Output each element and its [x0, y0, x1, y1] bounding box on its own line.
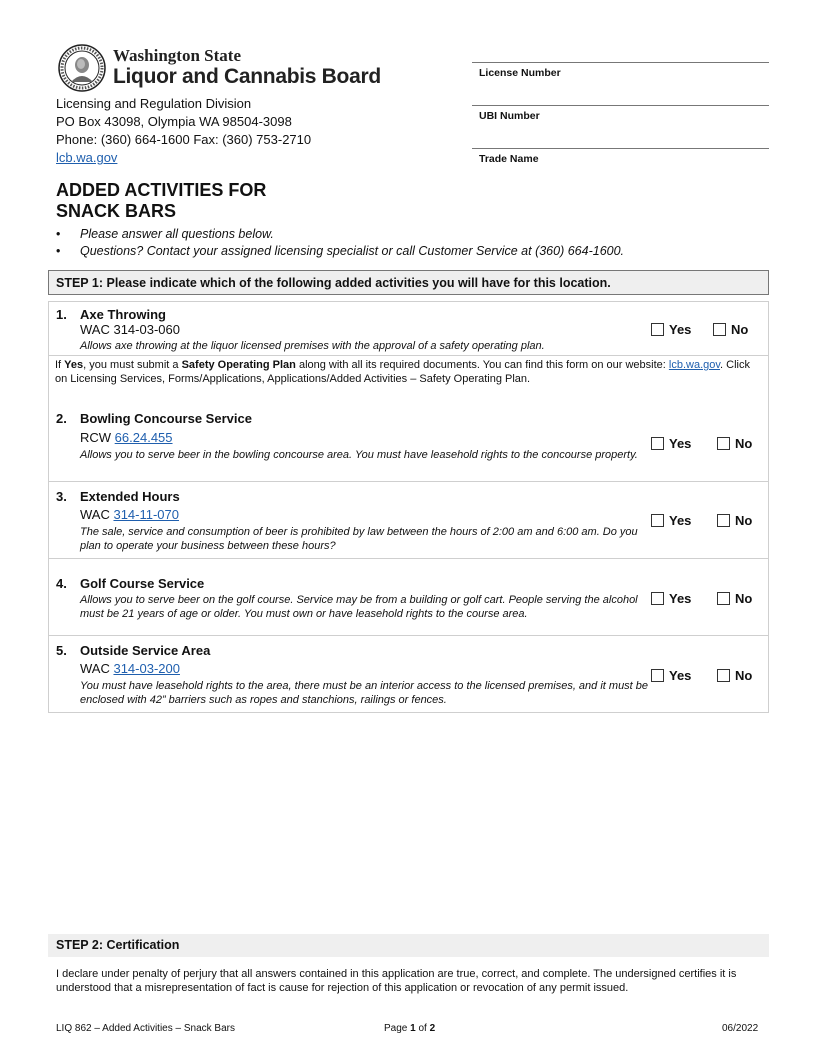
no-label: No — [735, 513, 753, 528]
yes-checkbox[interactable] — [651, 592, 664, 605]
yes-option[interactable] — [651, 513, 691, 528]
reference-prefix: WAC — [80, 507, 114, 522]
wac-link[interactable]: 314-03-200 — [113, 661, 180, 676]
yes-checkbox[interactable] — [651, 323, 664, 336]
question-number: 3. — [56, 489, 67, 504]
reference-prefix: RCW — [80, 430, 115, 445]
axe-throwing-note — [55, 358, 755, 386]
form-title-line2: SNACK BARS — [56, 201, 177, 221]
form-title-line1: ADDED ACTIVITIES FOR — [56, 180, 267, 200]
phone-fax: Phone: (360) 664-1600 Fax: (360) 753-2710 — [56, 132, 312, 147]
question-reference: WAC 314-03-060 — [80, 322, 180, 337]
question-description: Allows axe throwing at the liquor licensed premises with the approval of a safety operating plan. — [80, 340, 545, 352]
certification-declaration: I declare under penalty of perjury that all answers contained in this application are true, correct, and complete. The undersigned certifies it is understood that a misrepresentation of fact is cause for rejection of this application or revocation of any permit issued. — [56, 968, 737, 994]
yes-label: Yes — [669, 322, 692, 337]
no-option[interactable] — [717, 513, 752, 528]
question-description: Allows you to serve beer in the bowling concourse area. You must have leasehold rights to the concourse property. — [80, 449, 638, 461]
question-title: Outside Service Area — [80, 643, 211, 658]
page-current: 1 — [410, 1023, 416, 1034]
no-option[interactable] — [717, 436, 752, 451]
row-divider — [49, 355, 768, 356]
question-description: The sale, service and consumption of beer is prohibited by law between the hours of 2:00 am and 6:00 am. Do you plan to operate your business between these hours? — [80, 526, 638, 552]
yes-checkbox[interactable] — [651, 437, 664, 450]
footer-date: 06/2022 — [722, 1023, 759, 1034]
note-text: . Click on Licensing Services, Forms/Applications, Applications/Added Activities – Safety Operating Plan. — [55, 359, 750, 385]
no-label: No — [735, 436, 753, 451]
question-title: Bowling Concourse Service — [80, 411, 252, 426]
question-description: You must have leasehold rights to the area, there must be an interior access to the licensed premises, and it must be enclosed with 42” barriers such as ropes and stanchions, railings or fences. — [80, 680, 649, 706]
instruction-item: • Please answer all questions below. — [56, 226, 624, 243]
no-option[interactable] — [717, 591, 752, 606]
note-text: If — [55, 359, 65, 371]
question-reference — [80, 430, 173, 445]
note-website-link[interactable]: lcb.wa.gov — [668, 359, 721, 371]
trade-name-label: Trade Name — [479, 153, 539, 165]
no-checkbox[interactable] — [717, 437, 730, 450]
yes-label: Yes — [669, 513, 692, 528]
agency-name-line1: Washington State — [113, 46, 241, 65]
question-number: 2. — [56, 411, 67, 426]
no-option[interactable] — [713, 322, 748, 337]
footer-page-number — [384, 1023, 435, 1034]
question-row-extended-hours — [49, 482, 768, 559]
yes-label: Yes — [669, 436, 692, 451]
yes-option[interactable] — [651, 322, 691, 337]
ubi-number-label: UBI Number — [479, 110, 540, 122]
question-title: Golf Course Service — [80, 576, 205, 591]
no-checkbox[interactable] — [717, 514, 730, 527]
question-description: Allows you to serve beer on the golf course. Service may be from a building or golf cart. People serving the alcohol must be 21 years of age or older. You must own or have leasehold rights to the course area. — [80, 594, 638, 620]
question-reference — [80, 661, 180, 676]
no-checkbox[interactable] — [717, 592, 730, 605]
website-link[interactable]: lcb.wa.gov — [56, 150, 118, 165]
note-text: along with all its required documents. You can find this form on our website: — [295, 359, 669, 371]
agency-logo — [58, 44, 381, 94]
question-number: 5. — [56, 643, 67, 658]
rcw-link[interactable]: 66.24.455 — [114, 430, 173, 445]
reference-prefix: WAC — [80, 661, 114, 676]
question-row-golf-course — [49, 559, 768, 636]
step2-header: STEP 2: Certification — [48, 934, 769, 957]
question-title: Axe Throwing — [80, 307, 166, 322]
footer-form-id: LIQ 862 – Added Activities – Snack Bars — [56, 1023, 235, 1034]
state-seal-icon — [58, 44, 106, 92]
page-word: Page — [384, 1023, 411, 1034]
yes-checkbox[interactable] — [651, 669, 664, 682]
ubi-number-field[interactable] — [472, 105, 769, 148]
step1-header: STEP 1: Please indicate which of the following added activities you will have for this location. — [48, 270, 769, 295]
no-checkbox[interactable] — [717, 669, 730, 682]
license-number-field[interactable] — [472, 62, 769, 105]
yes-option[interactable] — [651, 668, 691, 683]
division-name: Licensing and Regulation Division — [56, 96, 252, 111]
question-number: 4. — [56, 576, 67, 591]
license-number-label: License Number — [479, 67, 561, 79]
question-title: Extended Hours — [80, 489, 180, 504]
no-option[interactable] — [717, 668, 752, 683]
question-number: 1. — [56, 307, 67, 322]
note-yes: Yes — [64, 359, 84, 371]
mailing-address: PO Box 43098, Olympia WA 98504-3098 — [56, 114, 292, 129]
no-checkbox[interactable] — [713, 323, 726, 336]
agency-name-line2: Liquor and Cannabis Board — [113, 65, 381, 88]
yes-label: Yes — [669, 668, 692, 683]
question-row-outside-service — [49, 636, 768, 712]
no-label: No — [735, 668, 753, 683]
instruction-item: • Questions? Contact your assigned licensing specialist or call Customer Service at (360) 664-1600. — [56, 243, 624, 260]
note-plan-name: Safety Operating Plan — [181, 359, 296, 371]
instructions-list — [56, 226, 624, 260]
question-row-axe-throwing — [49, 302, 768, 357]
no-label: No — [731, 322, 749, 337]
page-total: 2 — [429, 1023, 436, 1034]
question-row-bowling — [49, 406, 768, 482]
note-text: , you must submit a — [83, 359, 182, 371]
yes-option[interactable] — [651, 436, 691, 451]
question-reference — [80, 507, 179, 522]
page-of: of — [415, 1023, 430, 1034]
yes-label: Yes — [669, 591, 692, 606]
yes-option[interactable] — [651, 591, 691, 606]
trade-name-field[interactable] — [472, 148, 769, 191]
wac-link[interactable]: 314-11-070 — [113, 507, 180, 522]
form-title — [56, 180, 266, 222]
yes-checkbox[interactable] — [651, 514, 664, 527]
no-label: No — [735, 591, 753, 606]
